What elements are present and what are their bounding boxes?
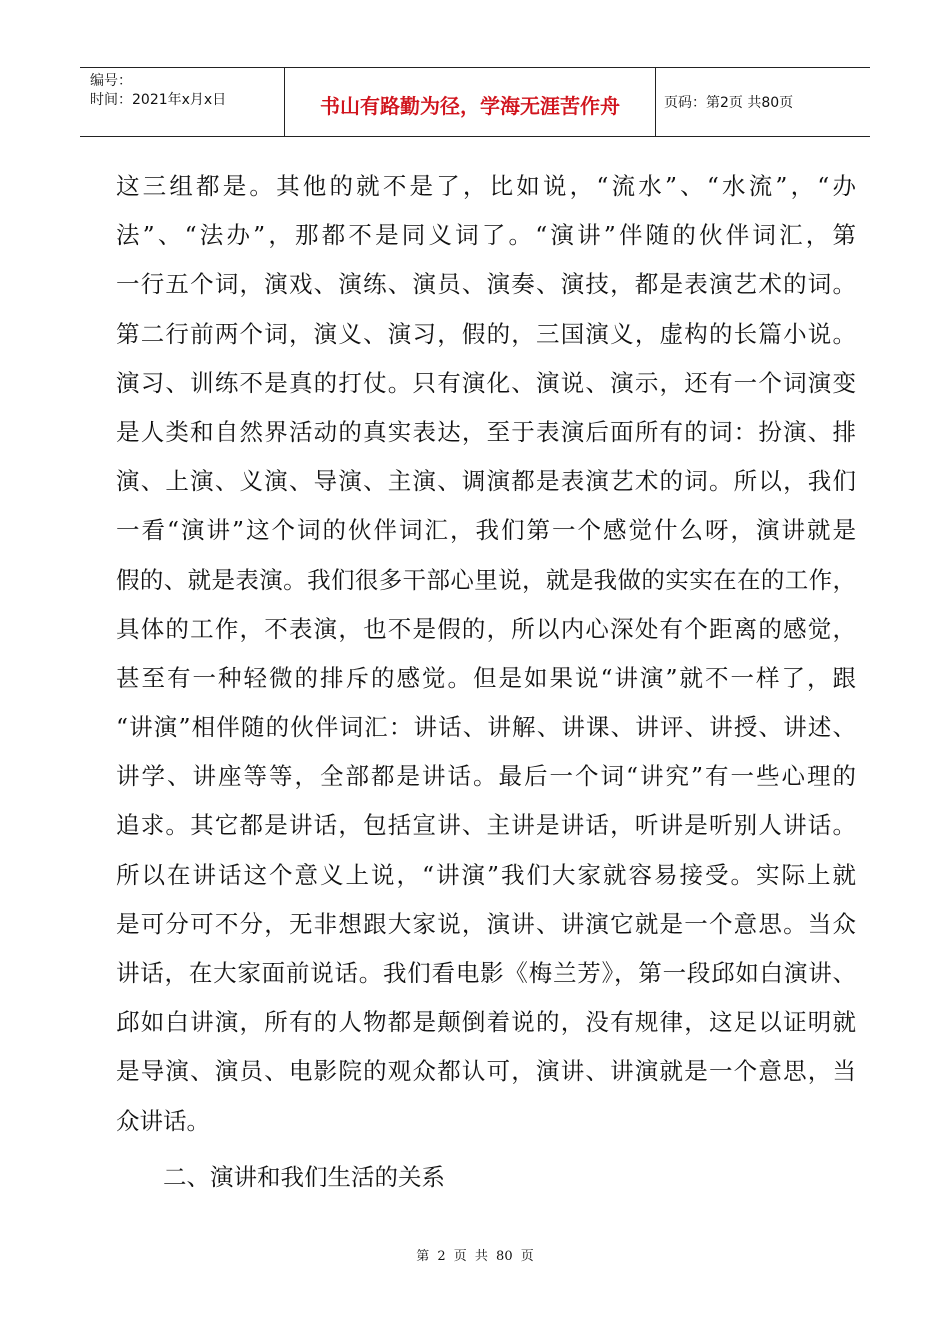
text-line: 假的、就是表演。我们很多干部心里说，就是我做的实实在在的工作， (116, 565, 856, 594)
header-info-cell (80, 68, 285, 136)
text-line: 演、上演、义演、导演、主演、调演都是表演艺术的词。所以，我们 (116, 467, 856, 496)
text-line: 一行五个词，演戏、演练、演员、演奏、演技，都是表演艺术的词。 (116, 270, 856, 299)
text-line: 法”、“法办”，那都不是同义词了。“演讲”伴随的伙伴词汇，第 (116, 221, 856, 250)
text-line: 讲学、讲座等等，全部都是讲话。最后一个词“讲究”有一些心理的 (116, 762, 856, 791)
text-line: 是人类和自然界活动的真实表达，至于表演后面所有的词：扮演、排 (116, 417, 856, 446)
header-page-code: 页码：第2页 共80页 (664, 95, 794, 111)
text-line: 追求。其它都是讲话，包括宣讲、主讲是讲话，听讲是听别人讲话。 (116, 811, 856, 840)
text-line: 众讲话。 (116, 1106, 210, 1135)
text-line: 所以在讲话这个意义上说，“讲演”我们大家就容易接受。实际上就 (116, 860, 856, 889)
header-motto: 书山有路勤为径，学海无涯苦作舟 (320, 94, 620, 118)
text-line: 邱如白讲演，所有的人物都是颠倒着说的，没有规律，这足以证明就 (116, 1008, 856, 1037)
text-line: 一看“演讲”这个词的伙伴词汇，我们第一个感觉什么呀，演讲就是 (116, 516, 856, 545)
text-line: 演习、训练不是真的打仗。只有演化、演说、演示，还有一个词演变 (116, 368, 856, 397)
document-date-label: 时间：2021年x月x日 (90, 92, 227, 108)
text-line: 讲话，在大家面前说话。我们看电影《梅兰芳》，第一段邱如白演讲、 (116, 959, 856, 987)
text-line: 甚至有一种轻微的排斥的感觉。但是如果说“讲演”就不一样了，跟 (116, 663, 856, 692)
text-line: 第二行前两个词，演义、演习，假的，三国演义，虚构的长篇小说。 (116, 319, 856, 348)
body-paragraph (116, 162, 856, 1146)
text-line: 是可分可不分，无非想跟大家说，演讲、讲演它就是一个意思。当众 (116, 909, 856, 938)
text-line: “讲演”相伴随的伙伴词汇：讲话、讲解、讲课、讲评、讲授、讲述、 (116, 713, 856, 742)
text-line: 是导演、演员、电影院的观众都认可，演讲、讲演就是一个意思，当 (116, 1057, 856, 1086)
page-footer: 第 2 页 共 80 页 (416, 1249, 534, 1264)
text-line: 这三组都是。其他的就不是了，比如说，“流水”、“水流”，“办 (116, 172, 856, 200)
text-line: 具体的工作，不表演，也不是假的，所以内心深处有个距离的感觉， (116, 614, 856, 643)
header-page-cell (656, 68, 870, 136)
header-motto-cell (285, 68, 656, 136)
page-header (80, 67, 870, 137)
document-number-label: 编号： (90, 73, 132, 89)
section-heading: 二、演讲和我们生活的关系 (163, 1163, 445, 1191)
